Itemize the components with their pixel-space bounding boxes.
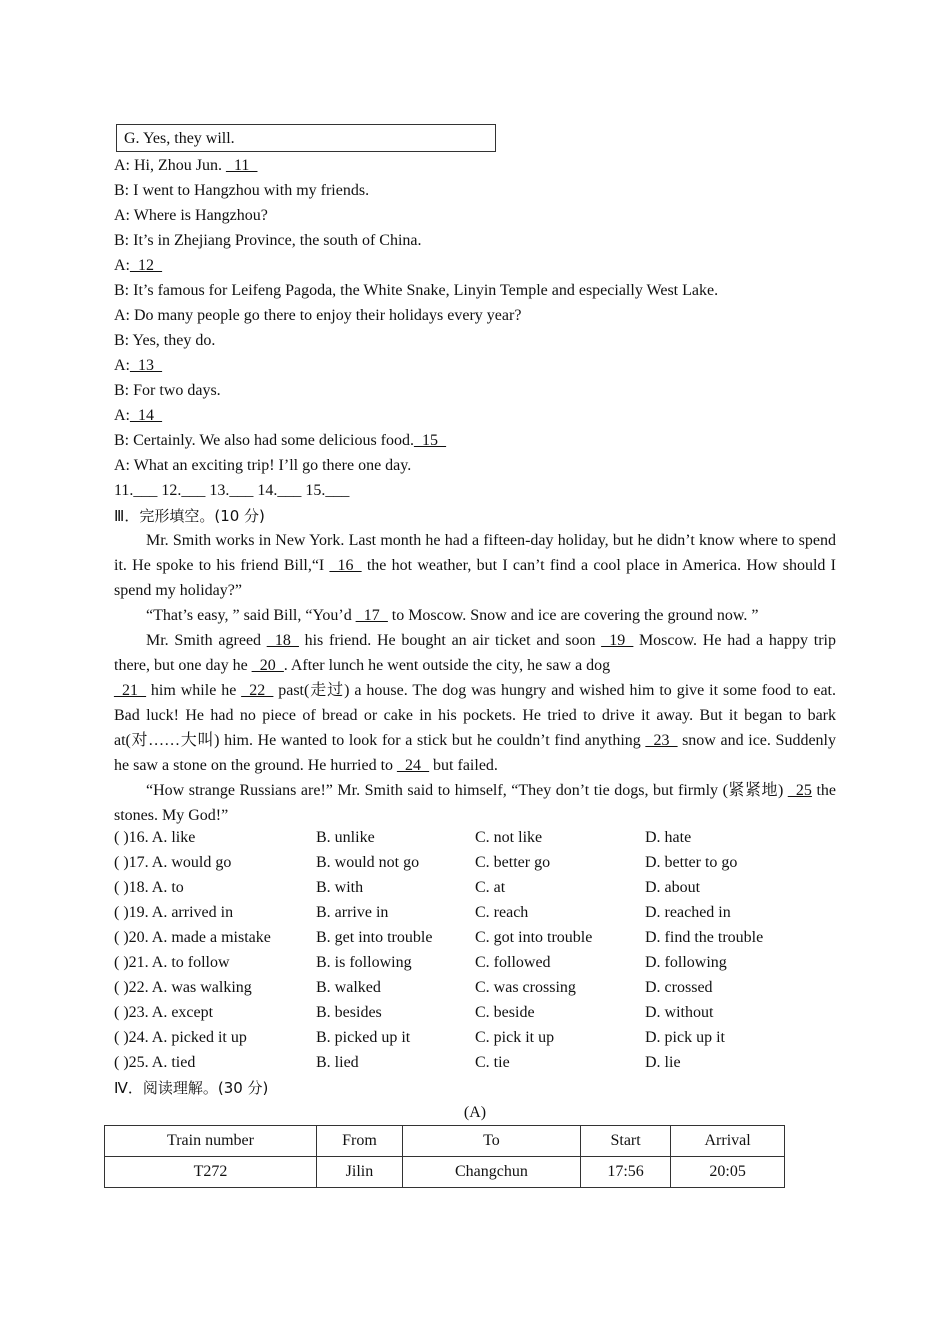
question-19 [114,903,836,923]
blank-22: _22_ [241,682,274,699]
dialogue-line: B: It’s in Zhejiang Province, the south of China. [114,232,422,249]
dialogue-line: A: Do many people go there to enjoy their holidays every year? [114,307,522,324]
cloze-paragraph-5: “How strange Russians are!” Mr. Smith said to himself, “They don’t tie dogs, but firmly (紧紧地) _25 the stones. My God!” [114,782,837,824]
option-b: B. unlike [316,829,375,846]
option-c: C. at [475,879,506,896]
option-d: D. pick up it [645,1029,725,1046]
dialogue-line: A: What an exciting trip! I’ll go there one day. [114,457,412,474]
option-b: B. is following [316,954,412,971]
question-stem: ( )23. A. except [114,1004,214,1021]
question-stem: ( )20. A. made a mistake [114,929,271,946]
train-table [104,1125,785,1188]
option-b: B. lied [316,1054,359,1071]
dialogue-line: A: Hi, Zhou Jun. _11_ [114,157,258,174]
blank-17: _17_ [355,607,388,624]
option-b: B. picked up it [316,1029,411,1046]
table-row [105,1157,785,1188]
option-b: B. besides [316,1004,382,1021]
option-d: D. reached in [645,904,731,921]
option-d: D. following [645,954,727,971]
option-c: C. was crossing [475,979,576,996]
question-stem: ( )18. A. to [114,879,184,896]
question-16 [114,828,836,848]
question-22 [114,978,836,998]
cloze-paragraph-4: _21_ him while he _22_ past(走过) a house. The dog was hungry and wished him to give it some food to eat. Bad luck! He had no piece of bread or cake in his pockets. He tried to drive it away. But it began to bark at(对……大叫) him. He wanted to look for a stick but he couldn’t find anything _23_ snow and ice. Suddenly he saw a stone on the ground. He hurried to _24_ but failed. [114,682,836,774]
table-header-row [105,1126,785,1157]
option-b: B. walked [316,979,381,996]
blank-21: _21_ [114,682,146,699]
option-c: C. reach [475,904,529,921]
blank-19: _19_ [601,632,634,649]
header-from: From [316,1126,402,1157]
question-24 [114,1028,836,1048]
option-d: D. better to go [645,854,738,871]
blank-20: _20_ [251,657,284,674]
passage-a-label: (A) [463,1104,487,1121]
blank-25: _25 [787,782,812,799]
blank-16: _16_ [329,557,362,574]
cell-from: Jilin [316,1157,402,1188]
header-train-number: Train number [105,1126,317,1157]
dialogue-line: B: Yes, they do. [114,332,216,349]
blank-15: _15_ [414,432,446,449]
header-to: To [402,1126,580,1157]
cloze-paragraph-1: Mr. Smith works in New York. Last month he had a fifteen-day holiday, but he didn’t know where to spend it. He spoke to his friend Bill,“I _16_ the hot weather, but I can’t find a cool place in America. How should I spend my holiday?” [114,532,836,599]
option-c: C. followed [475,954,551,971]
blank-13: _13_ [130,357,162,374]
option-g-box: G. Yes, they will. [116,124,496,152]
question-25 [114,1053,836,1073]
section-4-title: Ⅳ．阅读理解。(30 分) [114,1079,269,1097]
option-c: C. beside [475,1004,535,1021]
blank-12: _12_ [130,257,162,274]
option-d: D. crossed [645,979,713,996]
cloze-paragraph-3: Mr. Smith agreed _18_ his friend. He bought an air ticket and soon _19_ Moscow. He had a happy trip there, but one day he _20_. After lunch he went outside the city, he saw a dog [114,632,836,674]
question-stem: ( )16. A. like [114,829,196,846]
option-b: B. arrive in [316,904,389,921]
option-b: B. would not go [316,854,420,871]
option-d: D. lie [645,1054,681,1071]
question-stem: ( )25. A. tied [114,1054,196,1071]
dialogue-line: A:_12_ [114,257,162,274]
question-stem: ( )17. A. would go [114,854,232,871]
question-18 [114,878,836,898]
option-c: C. got into trouble [475,929,593,946]
blank-11: _11_ [226,157,258,174]
cell-to: Changchun [402,1157,580,1188]
question-17 [114,853,836,873]
cloze-paragraph-2: “That’s easy, ” said Bill, “You’d _17_ to Moscow. Snow and ice are covering the ground now. ” [146,607,759,624]
answer-line: 11.___ 12.___ 13.___ 14.___ 15.___ [114,482,350,499]
dialogue-line: A:_14_ [114,407,162,424]
option-b: B. with [316,879,364,896]
option-d: D. hate [645,829,692,846]
section-3-title: Ⅲ．完形填空。(10 分) [114,507,265,525]
option-d: D. without [645,1004,714,1021]
cell-arrival: 20:05 [671,1157,785,1188]
cell-train-number: T272 [105,1157,317,1188]
header-arrival: Arrival [671,1126,785,1157]
question-stem: ( )21. A. to follow [114,954,230,971]
dialogue-line: A:_13_ [114,357,162,374]
question-stem: ( )22. A. was walking [114,979,252,996]
dialogue-line: B: Certainly. We also had some delicious food._15_ [114,432,446,449]
dialogue-line: B: I went to Hangzhou with my friends. [114,182,370,199]
option-c: C. not like [475,829,543,846]
cell-start: 17:56 [580,1157,670,1188]
option-c: C. tie [475,1054,510,1071]
option-d: D. find the trouble [645,929,764,946]
question-23 [114,1003,836,1023]
option-c: C. better go [475,854,551,871]
dialogue-line: B: For two days. [114,382,221,399]
blank-23: _23_ [645,732,678,749]
dialogue-line: A: Where is Hangzhou? [114,207,268,224]
option-c: C. pick it up [475,1029,555,1046]
header-start: Start [580,1126,670,1157]
question-stem: ( )24. A. picked it up [114,1029,247,1046]
option-d: D. about [645,879,701,896]
question-21 [114,953,836,973]
blank-18: _18_ [266,632,299,649]
blank-14: _14_ [130,407,162,424]
option-b: B. get into trouble [316,929,433,946]
blank-24: _24_ [397,757,430,774]
question-20 [114,928,836,948]
question-stem: ( )19. A. arrived in [114,904,234,921]
dialogue-line: B: It’s famous for Leifeng Pagoda, the White Snake, Linyin Temple and especially West Lake. [114,282,719,299]
